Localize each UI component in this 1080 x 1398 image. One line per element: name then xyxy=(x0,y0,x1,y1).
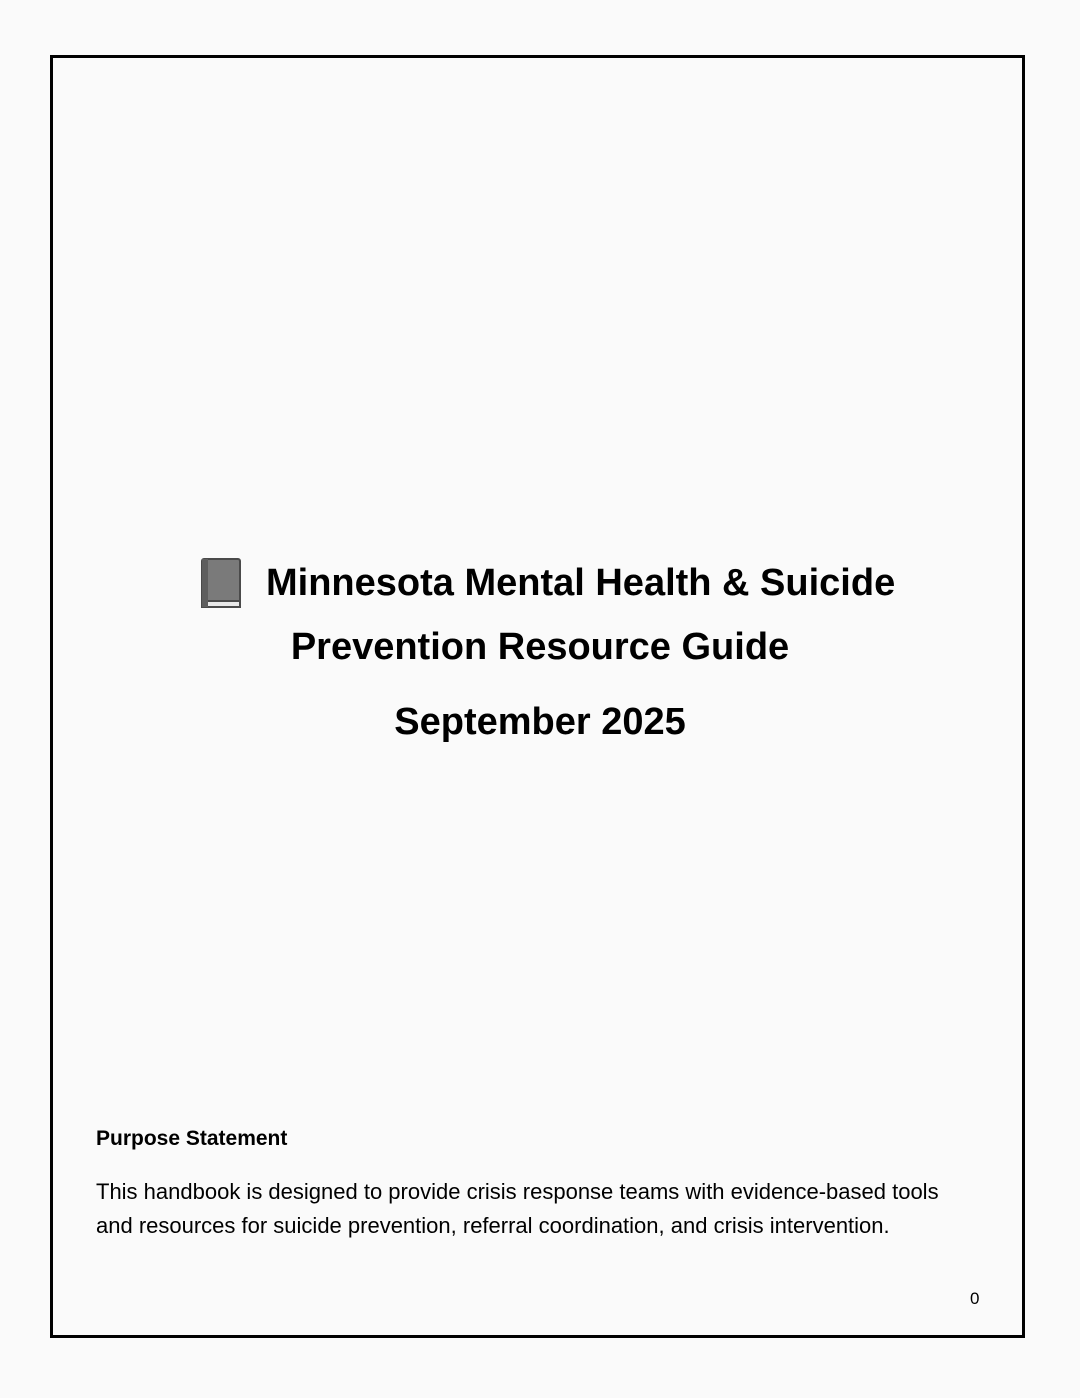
purpose-heading: Purpose Statement xyxy=(96,1127,288,1150)
document-title: Minnesota Mental Health & Suicide xyxy=(266,562,896,604)
purpose-body: This handbook is designed to provide crisis response teams with evidence-based tools and resources for suicide prevention, referral coordination, and crisis intervention. xyxy=(96,1179,939,1238)
document-date: September 2025 xyxy=(394,701,686,743)
book-icon xyxy=(196,557,244,609)
page-number: 0 xyxy=(970,1289,980,1308)
title-line-1 xyxy=(196,555,895,611)
document-title-line-2: Prevention Resource Guide xyxy=(290,626,790,668)
